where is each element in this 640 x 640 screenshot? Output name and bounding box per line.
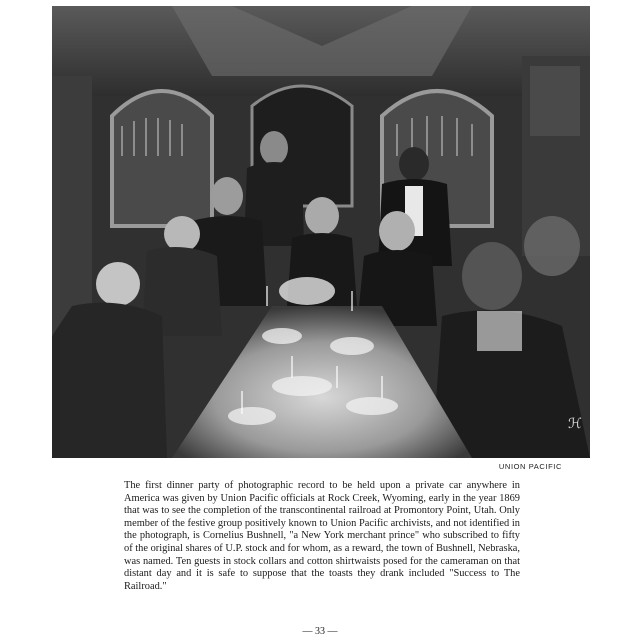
svg-text:ℋ: ℋ — [568, 416, 582, 432]
photo-caption: The first dinner party of photographic record to be held upon a private car anywhere in America was given by Union Pacific officials at Rock Creek, Wyoming, early in the year 1869 that was to see the completion of the transcontinental railroad at Promontory Point, Utah. Only member of the festive group positively known to Union Pacific archivists, and not identified in the photograph, is Cornelius Bushnell, "a New York merchant prince" who subscribed to fifty of the original shares of U.P. stock and for whom, as a reward, the town of Bushnell, Nebraska, was named. Ten guests in stock collars and cotton shirtwaists posed for the cameraman on that distant day and it is safe to suppose that the toasts they drank included "Success to The Railroad." — [124, 480, 520, 592]
page-number: — 33 — — [302, 626, 338, 637]
historic-photograph — [52, 6, 590, 458]
photo-credit: UNION PACIFIC — [498, 462, 562, 471]
photograph-image — [52, 6, 590, 458]
